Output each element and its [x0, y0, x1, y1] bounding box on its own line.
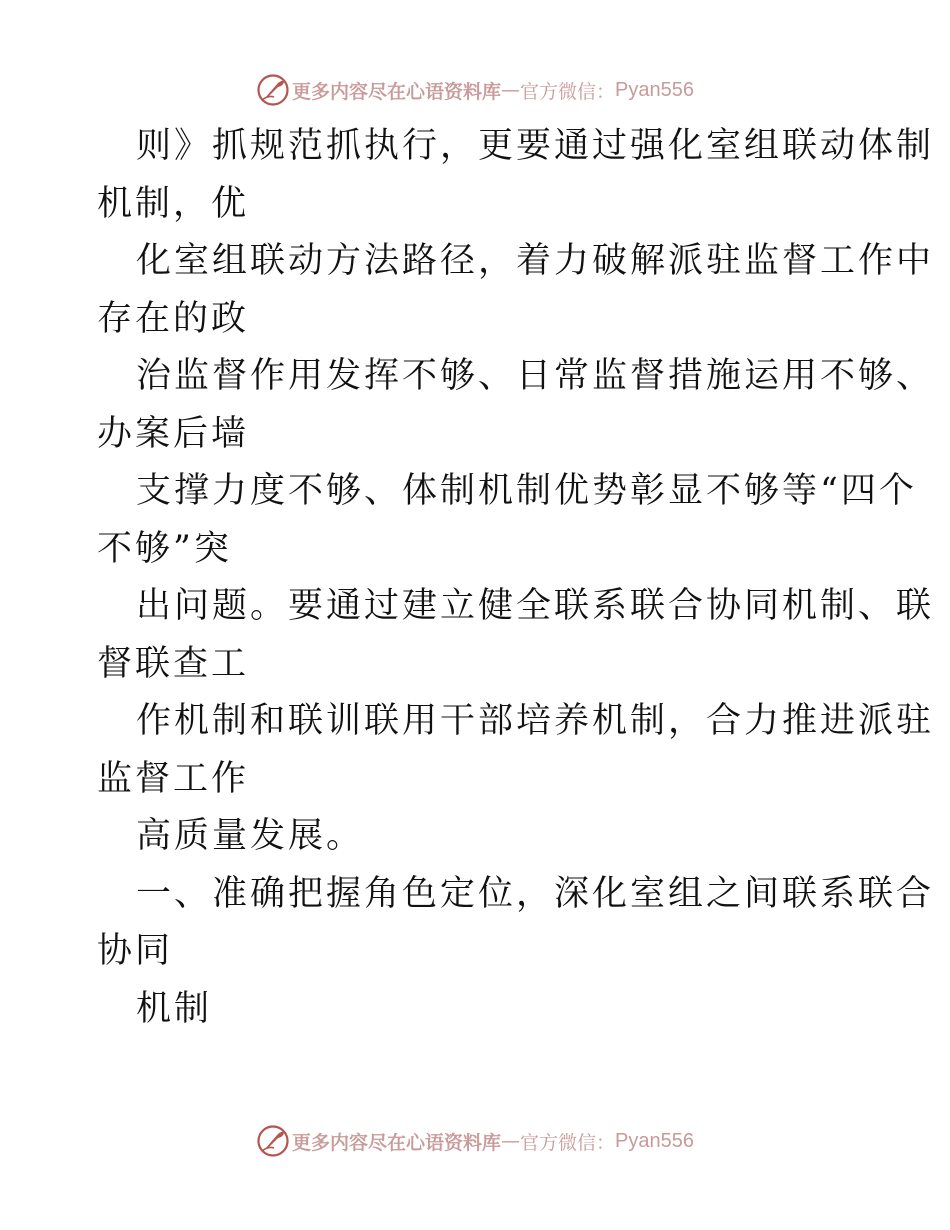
text-line: 办案后墙 [97, 413, 250, 454]
footer-wechat-label: 官方微信： [520, 1131, 616, 1154]
section-heading-line: 协同 [97, 931, 174, 971]
text-line: 治监督作用发挥不够、日常监督措施运用不够、 [136, 356, 935, 396]
header-banner-text: 更多内容尽在心语资料库 [292, 80, 502, 103]
text-line: 则》抓规范抓执行，更要通过强化室组联动体制 [136, 126, 935, 166]
footer-banner-text: 更多内容尽在心语资料库 [292, 1131, 502, 1154]
header-banner-separator: — [501, 79, 521, 101]
text-line: 监督工作 [97, 758, 250, 799]
text-line: 支撑力度不够、体制机制优势彰显不够等“四个 [136, 471, 917, 511]
footer-wechat-id: Pyan556 [615, 1129, 694, 1152]
section-heading-line: 机制 [136, 988, 213, 1029]
header-banner [0, 70, 950, 110]
quill-pen-logo-icon [256, 1124, 290, 1158]
text-line: 作机制和联训联用干部培养机制，合力推进派驻 [136, 701, 935, 741]
text-line: 存在的政 [97, 298, 250, 339]
footer-banner [0, 1121, 950, 1161]
text-line: 督联查工 [97, 643, 250, 684]
text-line: 不够”突 [97, 528, 232, 569]
text-line: 化室组联动方法路径，着力破解派驻监督工作中 [136, 241, 935, 281]
text-line: 出问题。要通过建立健全联系联合协同机制、联 [136, 586, 935, 626]
header-wechat-id: Pyan556 [615, 78, 694, 101]
text-line: 高质量发展。 [136, 816, 365, 856]
header-wechat-label: 官方微信： [520, 80, 616, 103]
quill-pen-logo-icon [256, 73, 290, 107]
section-heading-line: 一、准确把握角色定位，深化室组之间联系联合 [136, 873, 935, 914]
footer-banner-separator: — [501, 1130, 521, 1152]
text-line: 机制，优 [97, 183, 250, 224]
document-body [97, 118, 935, 1038]
